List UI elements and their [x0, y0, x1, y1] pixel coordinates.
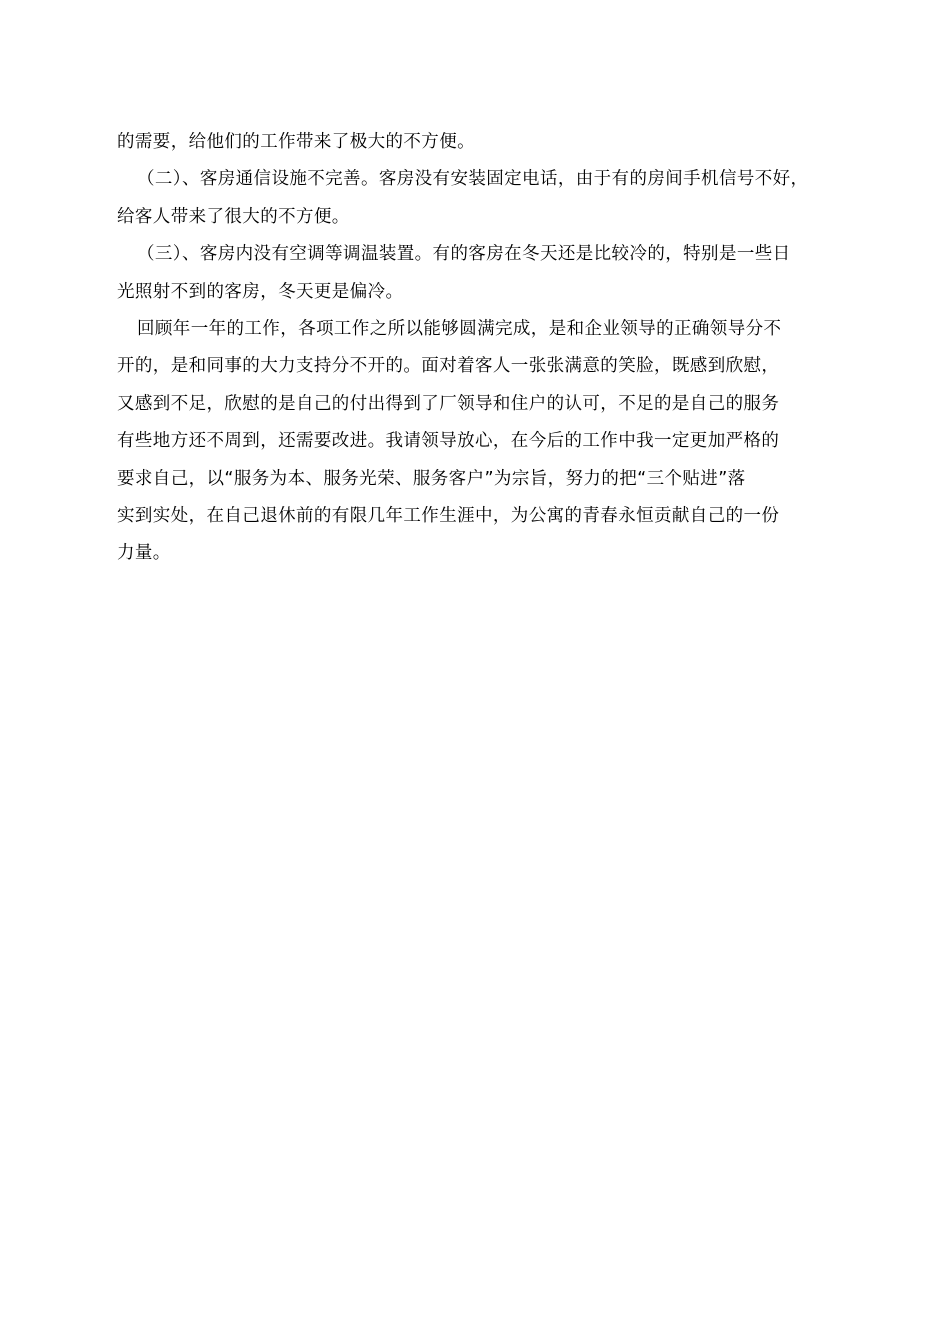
- paragraph-temperature-control: [117, 236, 839, 311]
- document-body: [117, 124, 839, 573]
- paragraph-communication-facilities: [117, 161, 839, 236]
- text-line: 光照射不到的客房，冬天更是偏冷。: [117, 281, 404, 302]
- paragraph-year-review: [117, 311, 839, 573]
- text-line: 力量。: [117, 543, 171, 564]
- text-line: 实到实处，在自己退休前的有限几年工作生涯中，为公寓的青春永恒贡献自己的一份: [117, 506, 780, 527]
- text-line: 又感到不足，欣慰的是自己的付出得到了厂领导和住户的认可，不足的是自己的服务: [117, 393, 780, 414]
- text-line: 开的，是和同事的大力支持分不开的。面对着客人一张张满意的笑脸，既感到欣慰，: [117, 356, 780, 377]
- text-line: 的需要，给他们的工作带来了极大的不方便。: [117, 132, 475, 152]
- text-line: 要求自己，以“服务为本、服务光荣、服务客户”为宗旨，努力的把“三个贴进”落: [117, 468, 746, 489]
- text-line: 有些地方还不周到，还需要改进。我请领导放心，在今后的工作中我一定更加严格的: [117, 431, 780, 452]
- text-line: （三）、客房内没有空调等调温装置。有的客房在冬天还是比较冷的，特别是一些日: [137, 244, 791, 265]
- text-line: （二）、客房通信设施不完善。客房没有安装固定电话，由于有的房间手机信号不好，: [137, 169, 809, 190]
- text-line: 回顾年一年的工作，各项工作之所以能够圆满完成，是和企业领导的正确领导分不: [137, 319, 782, 340]
- paragraph-continuation: [117, 124, 839, 161]
- text-line: 给客人带来了很大的不方便。: [117, 206, 350, 227]
